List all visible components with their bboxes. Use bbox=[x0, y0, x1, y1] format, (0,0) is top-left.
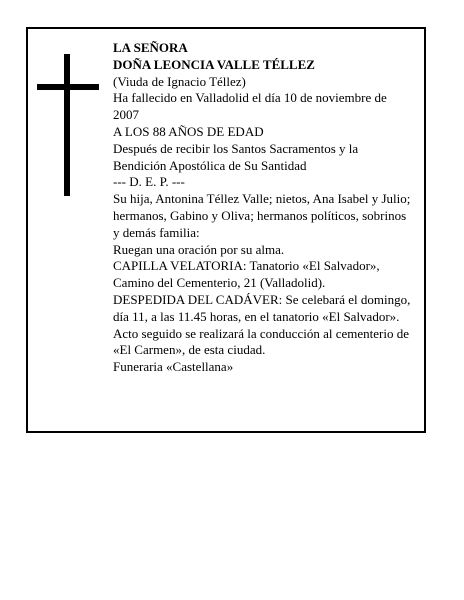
deceased-name: DOÑA LEONCIA VALLE TÉLLEZ bbox=[113, 56, 315, 72]
cross-vertical-bar bbox=[64, 54, 70, 196]
notice-title: LA SEÑORA bbox=[113, 40, 188, 55]
farewell-line: DESPEDIDA DEL CADÁVER: Se celebará el domingo, día 11, a las 11.45 horas, en el tanatorio «El Salvador». Acto seguido se realizará la conducción al cementerio de «El Carmen», de esta ciudad. bbox=[113, 291, 411, 358]
chapel-line: CAPILLA VELATORIA: Tanatorio «El Salvador», Camino del Cementerio, 21 (Valladolid). bbox=[113, 258, 380, 291]
cross-icon bbox=[37, 54, 99, 196]
sacraments-line: Después de recibir los Santos Sacramentos y la Bendición Apostólica de Su Santidad bbox=[113, 140, 359, 173]
obituary-text bbox=[113, 40, 413, 376]
death-line: Ha fallecido en Valladolid el día 10 de noviembre de 2007 bbox=[113, 90, 387, 123]
family-line: Su hija, Antonina Téllez Valle; nietos, Ana Isabel y Julio; hermanos, Gabino y Oliva; hermanos políticos, sobrinos y demás familia: bbox=[113, 191, 411, 240]
widow-of-line: (Viuda de Ignacio Téllez) bbox=[113, 73, 246, 89]
age-line: A LOS 88 AÑOS DE EDAD bbox=[113, 123, 264, 139]
prayer-line: Ruegan una oración por su alma. bbox=[113, 241, 285, 257]
cross-horizontal-bar bbox=[37, 84, 99, 90]
funeral-home-line: Funeraria «Castellana» bbox=[113, 359, 234, 375]
rip-line: --- D. E. P. --- bbox=[113, 174, 185, 190]
